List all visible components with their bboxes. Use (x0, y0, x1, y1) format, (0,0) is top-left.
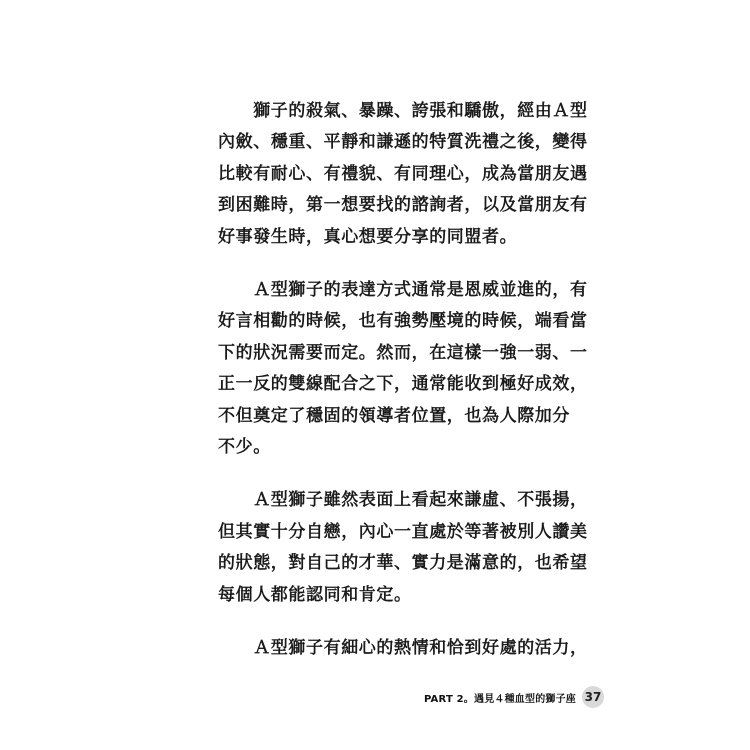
running-head: PART 2。遇見４種血型的獅子座 (423, 693, 576, 705)
text-line: Ａ型獅子有細心的熱情和恰到好處的活力， (218, 638, 588, 659)
page-number-badge: 37 (582, 686, 604, 708)
text-line: 不但奠定了穩固的領導者位置，也為人際加分 (218, 405, 570, 426)
paragraph (218, 633, 588, 664)
text-line: 到困難時，第一想要找的諮詢者，以及當朋友有 (218, 195, 588, 216)
page-footer (424, 686, 604, 708)
text-line: 不少。 (218, 437, 271, 458)
text-line: Ａ型獅子雖然表面上看起來謙虛、不張揚， (218, 490, 588, 511)
body-text (218, 96, 588, 687)
paragraph (218, 96, 588, 253)
text-line: Ａ型獅子的表達方式通常是恩威並進的，有 (218, 280, 588, 301)
text-line: 正一反的雙線配合之下，通常能收到極好成效， (218, 374, 588, 395)
text-line: 但其實十分自戀，內心一直處於等著被別人讚美 (218, 521, 588, 542)
text-line: 比較有耐心、有禮貌、有同理心，成為當朋友遇 (218, 163, 588, 184)
text-line: 每個人都能認同和肯定。 (218, 584, 412, 605)
text-line: 好言相勸的時候，也有強勢壓境的時候，端看當 (218, 311, 588, 332)
paragraph (218, 485, 588, 611)
text-line: 內斂、穩重、平靜和謙遜的特質洗禮之後，變得 (218, 132, 588, 153)
text-line: 下的狀況需要而定。然而，在這樣一強一弱、一 (218, 342, 588, 363)
text-line: 獅子的殺氣、暴躁、誇張和驕傲，經由Ａ型 (218, 101, 588, 121)
text-line: 的狀態，對自己的才華、實力是滿意的，也希望 (218, 553, 588, 574)
paragraph (218, 275, 588, 463)
text-line: 好事發生時，真心想要分享的同盟者。 (218, 226, 518, 247)
